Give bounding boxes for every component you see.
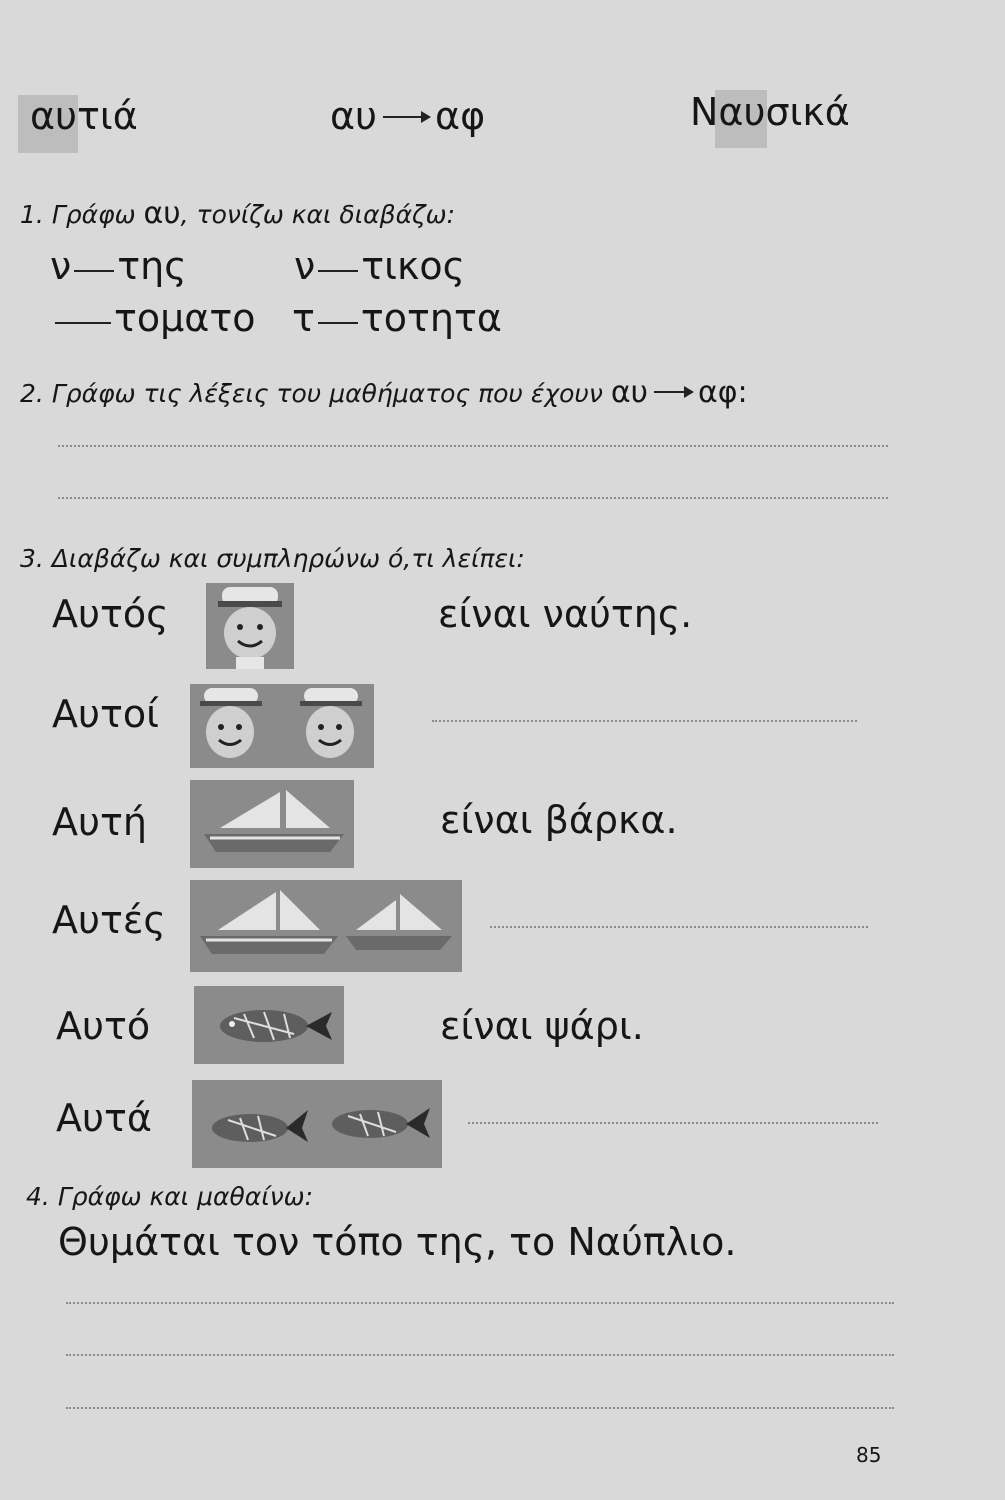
- phrase-1: είναι ναύτης.: [438, 592, 693, 636]
- answer-line-autoi[interactable]: [432, 720, 857, 722]
- two-sailor-faces-picture: [190, 684, 374, 768]
- ex4-sentence: Θυμάται τον τόπο της, το Ναύπλιο.: [58, 1220, 737, 1264]
- arrow-icon: [383, 116, 429, 118]
- ex2-instruction: 2. Γράφω τις λέξεις του μαθήματος που έχουν αυ αφ:: [20, 375, 748, 410]
- pronoun-autes: Αυτές: [52, 898, 166, 942]
- ex4-answer-line-3[interactable]: [66, 1407, 894, 1409]
- sailboat-icon: [190, 780, 354, 868]
- arrow-icon: [654, 391, 692, 393]
- header-right-word: Ναυσικά: [690, 90, 850, 134]
- blank-line[interactable]: [318, 321, 358, 324]
- blank-line[interactable]: [74, 269, 114, 272]
- ex1-word-2: ν τικος: [294, 244, 465, 288]
- sailor-face-picture: [206, 583, 294, 669]
- ex4-instruction: 4. Γράφω και μαθαίνω:: [26, 1182, 314, 1211]
- header-rule: [330, 94, 485, 138]
- blank-line[interactable]: [55, 321, 111, 324]
- sailor-face-icon: [206, 583, 294, 669]
- two-sailors-icon: [190, 684, 374, 768]
- header-left-word: αυτιά: [30, 94, 138, 138]
- answer-line-autes[interactable]: [490, 926, 868, 928]
- ex2-answer-line-2[interactable]: [58, 497, 888, 499]
- two-sailboats-picture: [190, 880, 462, 972]
- pronoun-auto: Αυτό: [56, 1004, 151, 1048]
- phrase-3: είναι βάρκα.: [440, 798, 678, 842]
- page-number: 85: [856, 1443, 882, 1467]
- ex1-word-1: ν της: [50, 244, 187, 288]
- ex2-answer-line-1[interactable]: [58, 445, 888, 447]
- fish-icon: [194, 986, 344, 1064]
- ex1-number: 1.: [20, 200, 44, 229]
- ex3-instruction: 3. Διαβάζω και συμπληρώνω ό,τι λείπει:: [20, 544, 525, 573]
- fish-picture: [194, 986, 344, 1064]
- ex1-instruction: 1. Γράφω αυ, τονίζω και διαβάζω:: [20, 196, 456, 231]
- two-fish-picture: [192, 1080, 442, 1168]
- ex1-word-3: τοματο: [52, 296, 255, 340]
- rule-from: αυ: [330, 94, 378, 138]
- ex4-answer-line-1[interactable]: [66, 1302, 894, 1304]
- pronoun-autos: Αυτός: [52, 592, 169, 636]
- blank-line[interactable]: [318, 269, 358, 272]
- ex4-number: 4.: [26, 1182, 50, 1211]
- pronoun-autoi: Αυτοί: [52, 692, 159, 736]
- two-sailboats-icon: [190, 880, 462, 972]
- ex3-number: 3.: [20, 544, 44, 573]
- two-fish-icon: [192, 1080, 442, 1168]
- pronoun-auta: Αυτά: [56, 1096, 152, 1140]
- ex2-number: 2.: [20, 379, 44, 408]
- rule-to: αφ: [435, 94, 486, 138]
- pronoun-auti: Αυτή: [52, 800, 147, 844]
- ex1-word-4: τ τοτητα: [292, 296, 502, 340]
- sailboat-picture: [190, 780, 354, 868]
- phrase-5: είναι ψάρι.: [440, 1004, 644, 1048]
- answer-line-auta[interactable]: [468, 1122, 878, 1124]
- ex4-answer-line-2[interactable]: [66, 1354, 894, 1356]
- ex1-unit: αυ: [143, 196, 181, 231]
